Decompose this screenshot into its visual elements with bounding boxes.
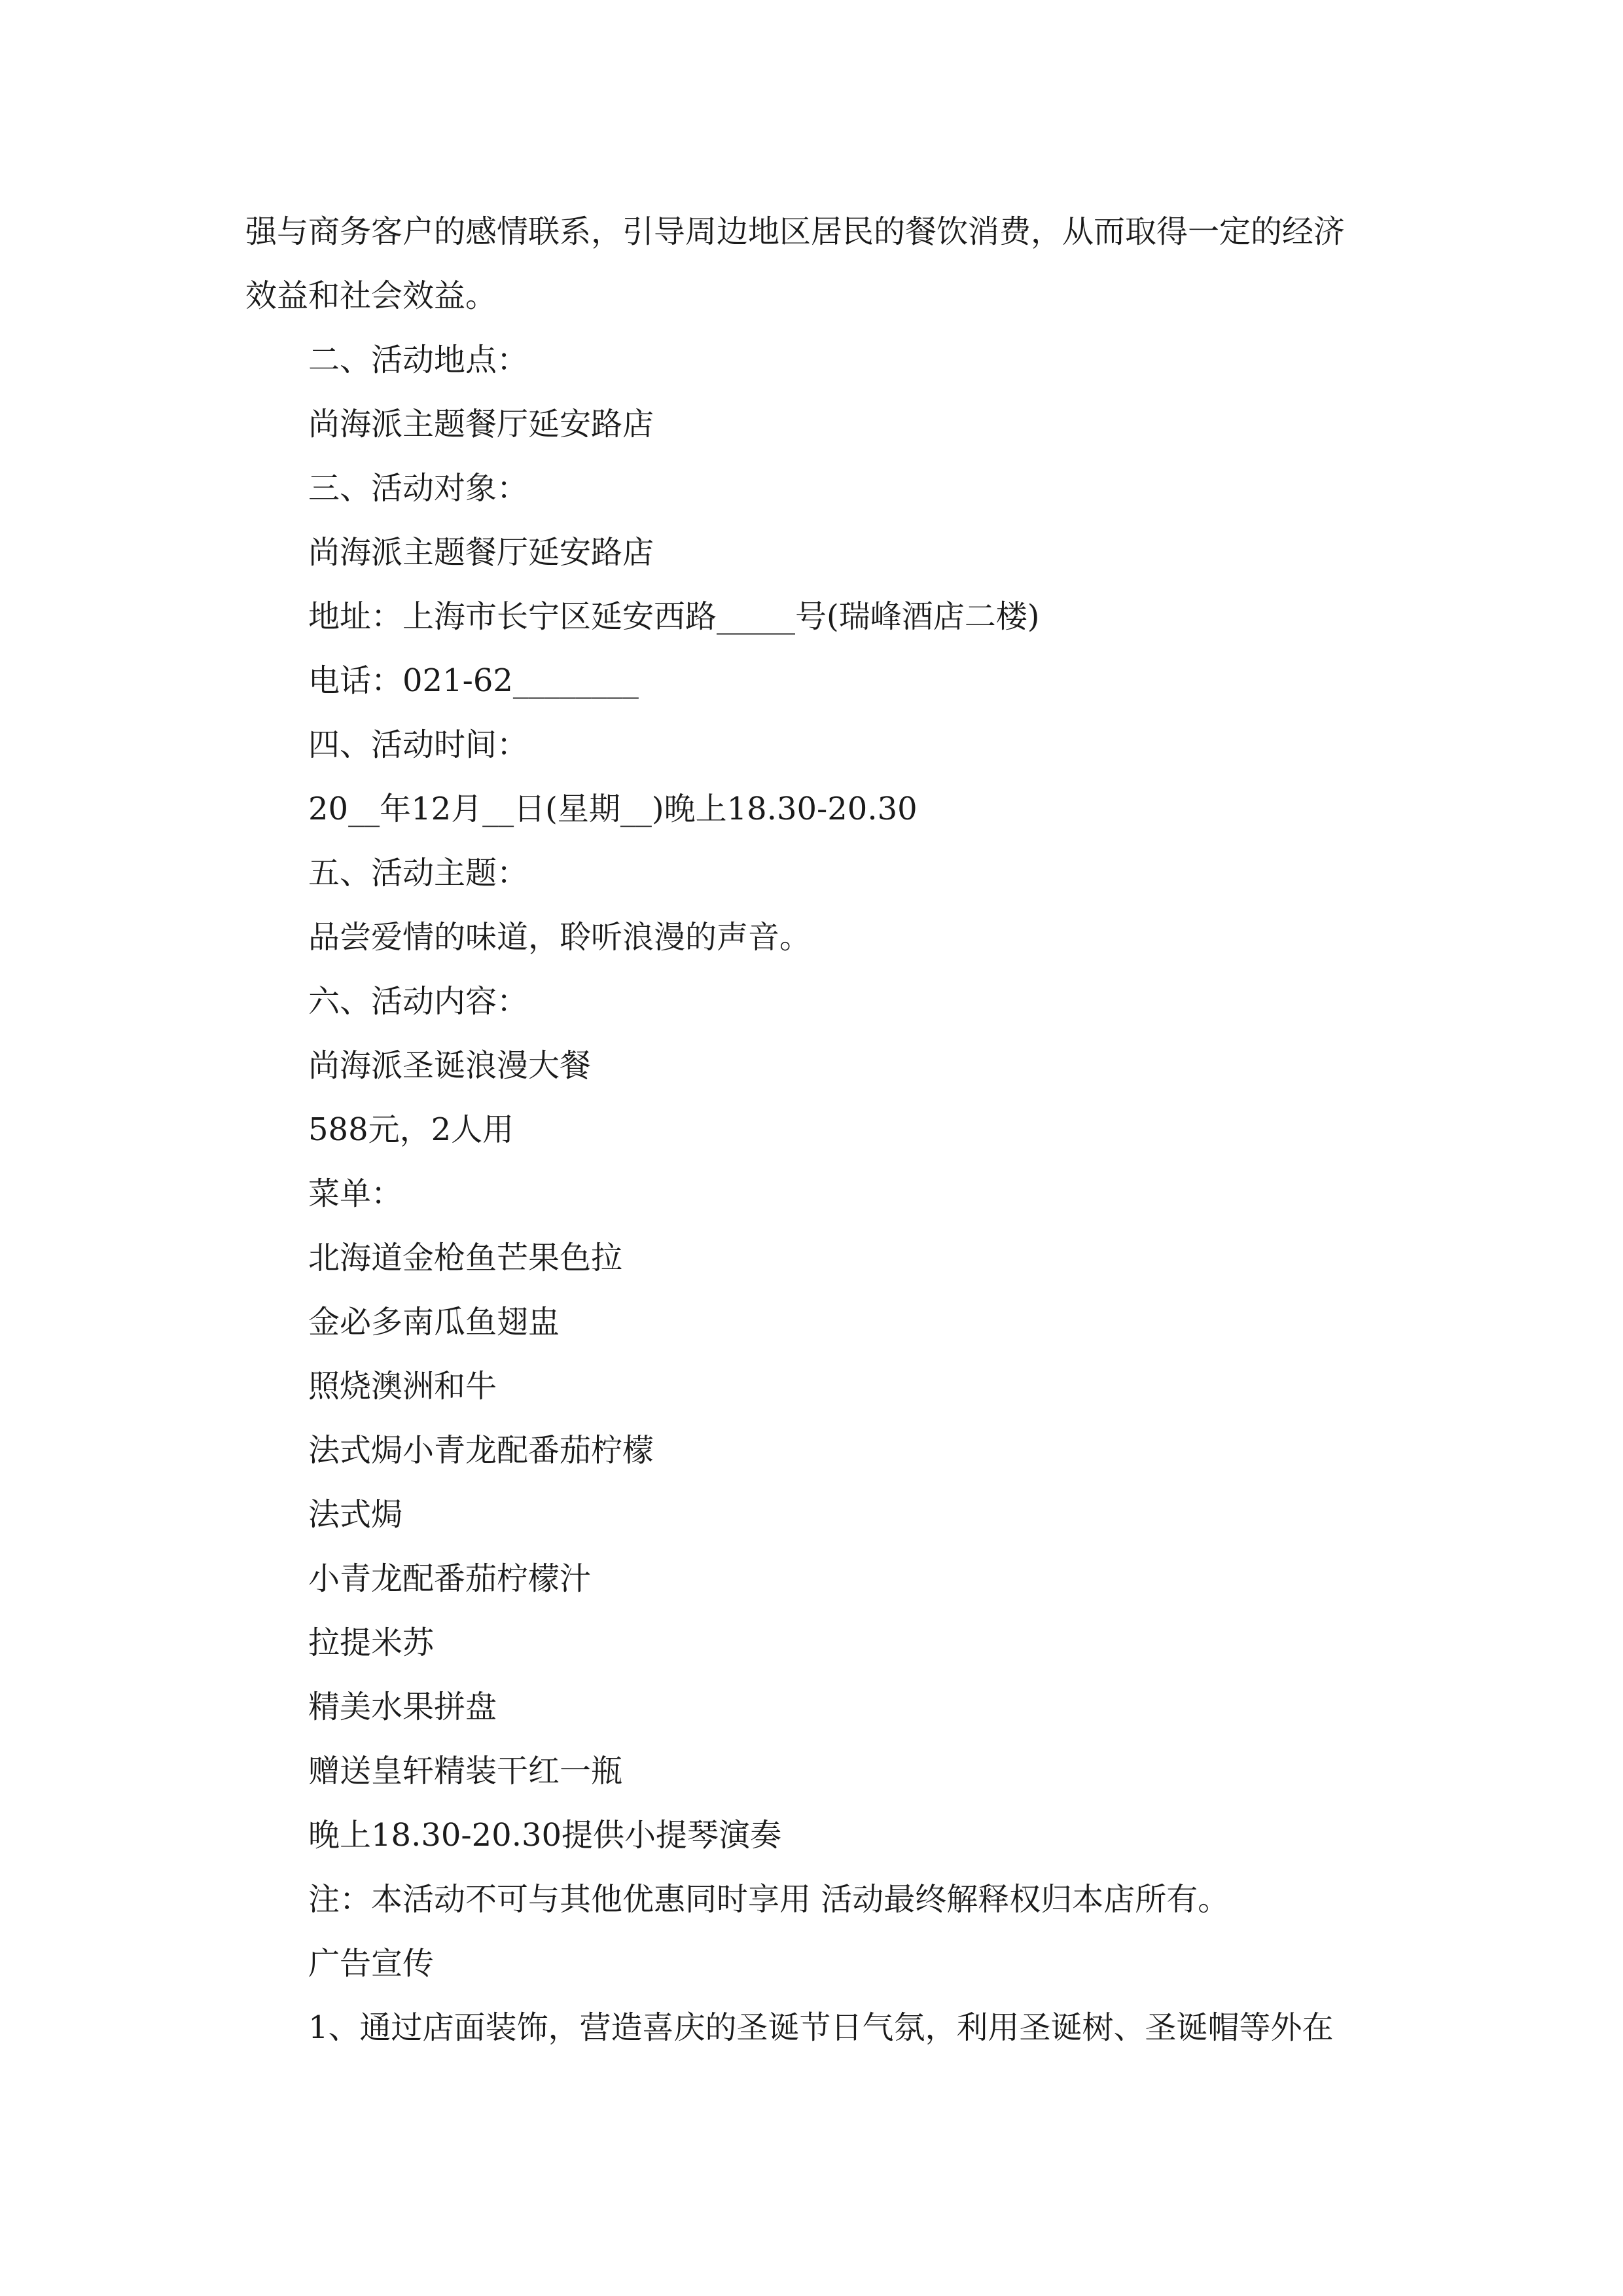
section-heading-theme: 五、活动主题： xyxy=(308,855,529,891)
section-heading-content: 六、活动内容： xyxy=(308,983,529,1020)
paragraph-line: 尚海派主题餐厅延安路店 xyxy=(308,534,654,571)
paragraph-line: 尚海派主题餐厅延安路店 xyxy=(308,406,654,442)
menu-item: 法式焗小青龙配番茄柠檬 xyxy=(308,1432,654,1469)
note-line: 注：本活动不可与其他优惠同时享用 活动最终解释权归本店所有。 xyxy=(308,1881,1230,1918)
section-heading-location: 二、活动地点： xyxy=(308,342,529,378)
paragraph-line: 尚海派圣诞浪漫大餐 xyxy=(308,1047,592,1084)
paragraph-line: 效益和社会效益。 xyxy=(245,278,497,314)
section-heading-target: 三、活动对象： xyxy=(308,470,529,507)
phone-line: 电话：021-62________ xyxy=(308,662,639,699)
paragraph-line: 品尝爱情的味道，聆听浪漫的声音。 xyxy=(308,919,812,956)
menu-item: 拉提米苏 xyxy=(308,1624,435,1661)
section-heading-advertising: 广告宣传 xyxy=(308,1945,435,1982)
menu-heading: 菜单： xyxy=(308,1175,403,1212)
price-line: 588元，2人用 xyxy=(308,1111,514,1148)
paragraph-line: 强与商务客户的感情联系，引导周边地区居民的餐饮消费，从而取得一定的经济 xyxy=(245,213,1346,250)
paragraph-line: 1、通过店面装饰，营造喜庆的圣诞节日气氛，利用圣诞树、圣诞帽等外在 xyxy=(308,2009,1334,2046)
paragraph-line: 晚上18.30-20.30提供小提琴演奏 xyxy=(308,1817,782,1854)
menu-item: 法式焗 xyxy=(308,1496,403,1533)
menu-item: 北海道金枪鱼芒果色拉 xyxy=(308,1240,623,1276)
date-line: 20__年12月__日(星期__)晚上18.30-20.30 xyxy=(308,791,918,827)
menu-item: 照烧澳洲和牛 xyxy=(308,1368,497,1405)
menu-item: 精美水果拼盘 xyxy=(308,1689,497,1725)
section-heading-time: 四、活动时间： xyxy=(308,726,529,763)
menu-item: 金必多南瓜鱼翅盅 xyxy=(308,1304,560,1340)
menu-item: 赠送皇轩精装干红一瓶 xyxy=(308,1753,623,1789)
document-body xyxy=(245,200,1387,2060)
address-line: 地址：上海市长宁区延安西路_____号(瑞峰酒店二楼) xyxy=(308,598,1040,635)
menu-item: 小青龙配番茄柠檬汁 xyxy=(308,1560,592,1597)
